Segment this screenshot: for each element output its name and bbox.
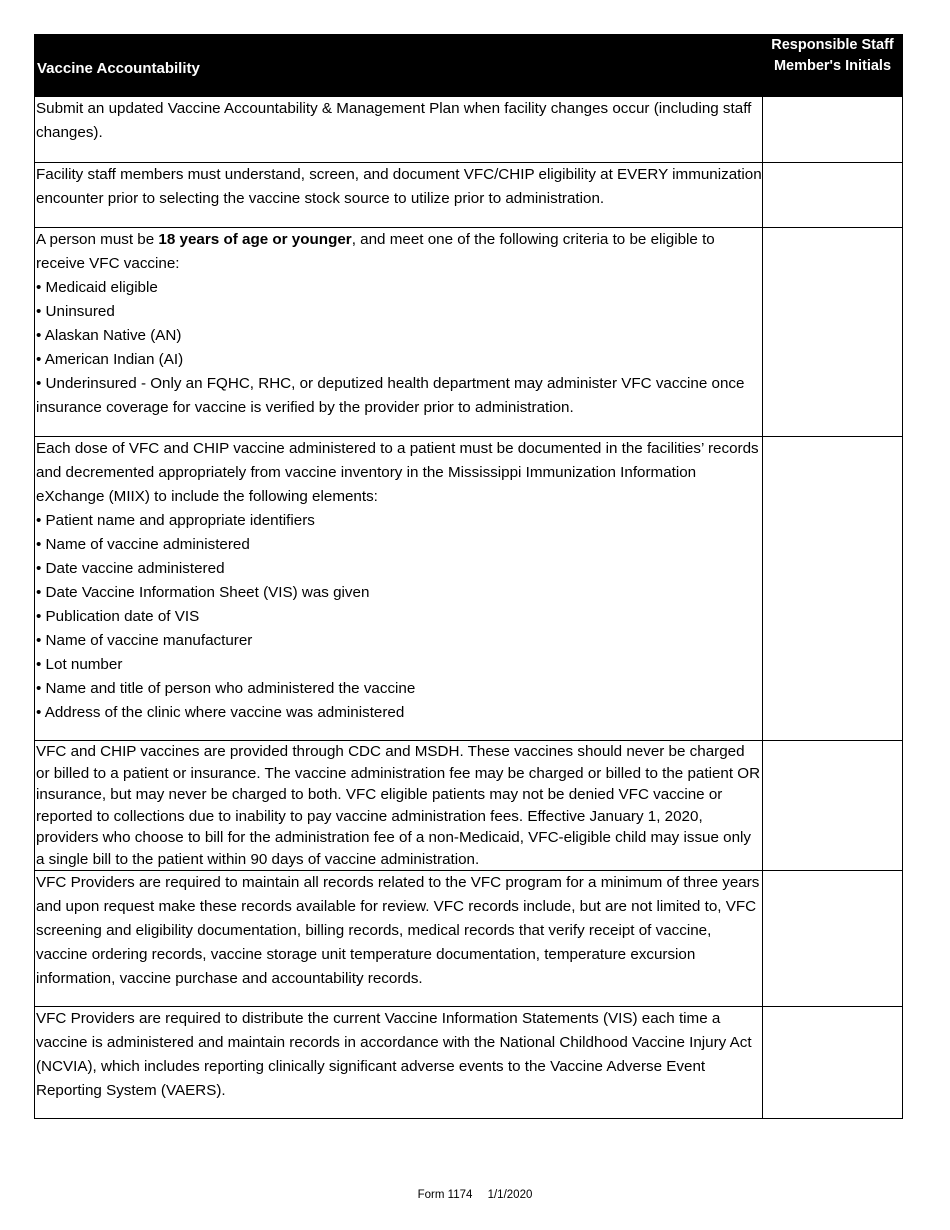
accountability-table (34, 34, 903, 1119)
list-item: • Date vaccine administered (36, 557, 762, 581)
table-row (35, 228, 902, 437)
initials-cell[interactable] (763, 1007, 902, 1118)
list-item: • Alaskan Native (AN) (36, 324, 762, 348)
header-title: Vaccine Accountability (37, 60, 200, 77)
age-criteria: 18 years of age or younger (158, 231, 352, 248)
row-text: VFC Providers are required to maintain all records related to the VFC program for a minimum of three years and upon request make these records available for review. VFC records include, but are not limited to, VFC screening and eligibility documentation, billing records, medical records that verify receipt of vaccine, vaccine ordering records, vaccine storage unit temperature documentation, temperature excursion information, vaccine purchase and accountability records. (35, 871, 763, 1006)
list-item: • Name of vaccine manufacturer (36, 629, 762, 653)
initials-cell[interactable] (763, 741, 902, 870)
initials-cell[interactable] (763, 437, 902, 740)
list-item: • Name of vaccine administered (36, 533, 762, 557)
eligibility-intro: A person must be 18 years of age or younger, and meet one of the following criteria to be eligible to receive VFC vaccine: (36, 231, 715, 272)
table-row (35, 871, 902, 1007)
initials-cell[interactable] (763, 228, 902, 436)
table-row (35, 1007, 902, 1119)
row-text: Facility staff members must understand, screen, and document VFC/CHIP eligibility at EVERY immunization encounter prior to selecting the vaccine stock source to utilize prior to administration. (35, 163, 763, 227)
row-text (35, 228, 763, 436)
list-item: • Date Vaccine Information Sheet (VIS) was given (36, 581, 762, 605)
initials-cell[interactable] (763, 871, 902, 1006)
form-number: Form 1174 (417, 1189, 473, 1201)
form-date: 1/1/2020 (487, 1189, 533, 1201)
row-text: VFC and CHIP vaccines are provided through CDC and MSDH. These vaccines should never be charged or billed to a patient or insurance. The vaccine administration fee may be charged or billed to the patient OR insurance, but may never be charged to both. VFC eligible patients may not be denied VFC vaccine or reported to collections due to inability to pay vaccine administration fees. Effective January 1, 2020, providers who choose to bill for the administration fee of a non-Medicaid, VFC-eligible child may issue only a single bill to the patient within 90 days of vaccine administration. (35, 741, 763, 870)
table-header (35, 34, 902, 97)
list-item: • Medicaid eligible (36, 276, 762, 300)
list-item: • Patient name and appropriate identifiers (36, 509, 762, 533)
documentation-list (36, 509, 762, 725)
initials-cell[interactable] (763, 97, 902, 162)
table-row (35, 97, 902, 163)
row-text: Submit an updated Vaccine Accountability & Management Plan when facility changes occur (including staff changes). (35, 97, 763, 162)
eligibility-list (36, 276, 762, 420)
list-item: • Publication date of VIS (36, 605, 762, 629)
list-item: • Uninsured (36, 300, 762, 324)
table-row (35, 741, 902, 871)
list-item: • Lot number (36, 653, 762, 677)
header-initials-label: Responsible Staff Member's Initials (771, 37, 894, 74)
list-item: • Name and title of person who administered the vaccine (36, 677, 762, 701)
row-text (35, 437, 763, 740)
list-item: • Underinsured - Only an FQHC, RHC, or deputized health department may administer VFC vaccine once insurance coverage for vaccine is verified by the provider prior to administration. (36, 372, 762, 420)
documentation-intro: Each dose of VFC and CHIP vaccine administered to a patient must be documented in the facilities’ records and decremented appropriately from vaccine inventory in the Mississippi Immunization Information eXchange (MIIX) to include the following elements: (36, 440, 759, 505)
table-row (35, 437, 902, 741)
initials-cell[interactable] (763, 163, 902, 227)
row-text: VFC Providers are required to distribute the current Vaccine Information Statements (VIS) each time a vaccine is administered and maintain records in accordance with the National Childhood Vaccine Injury Act (NCVIA), which includes reporting clinically significant adverse events to the Vaccine Adverse Event Reporting System (VAERS). (35, 1007, 763, 1118)
table-row (35, 163, 902, 228)
list-item: • American Indian (AI) (36, 348, 762, 372)
page-footer (0, 1189, 950, 1201)
list-item: • Address of the clinic where vaccine was administered (36, 701, 762, 725)
